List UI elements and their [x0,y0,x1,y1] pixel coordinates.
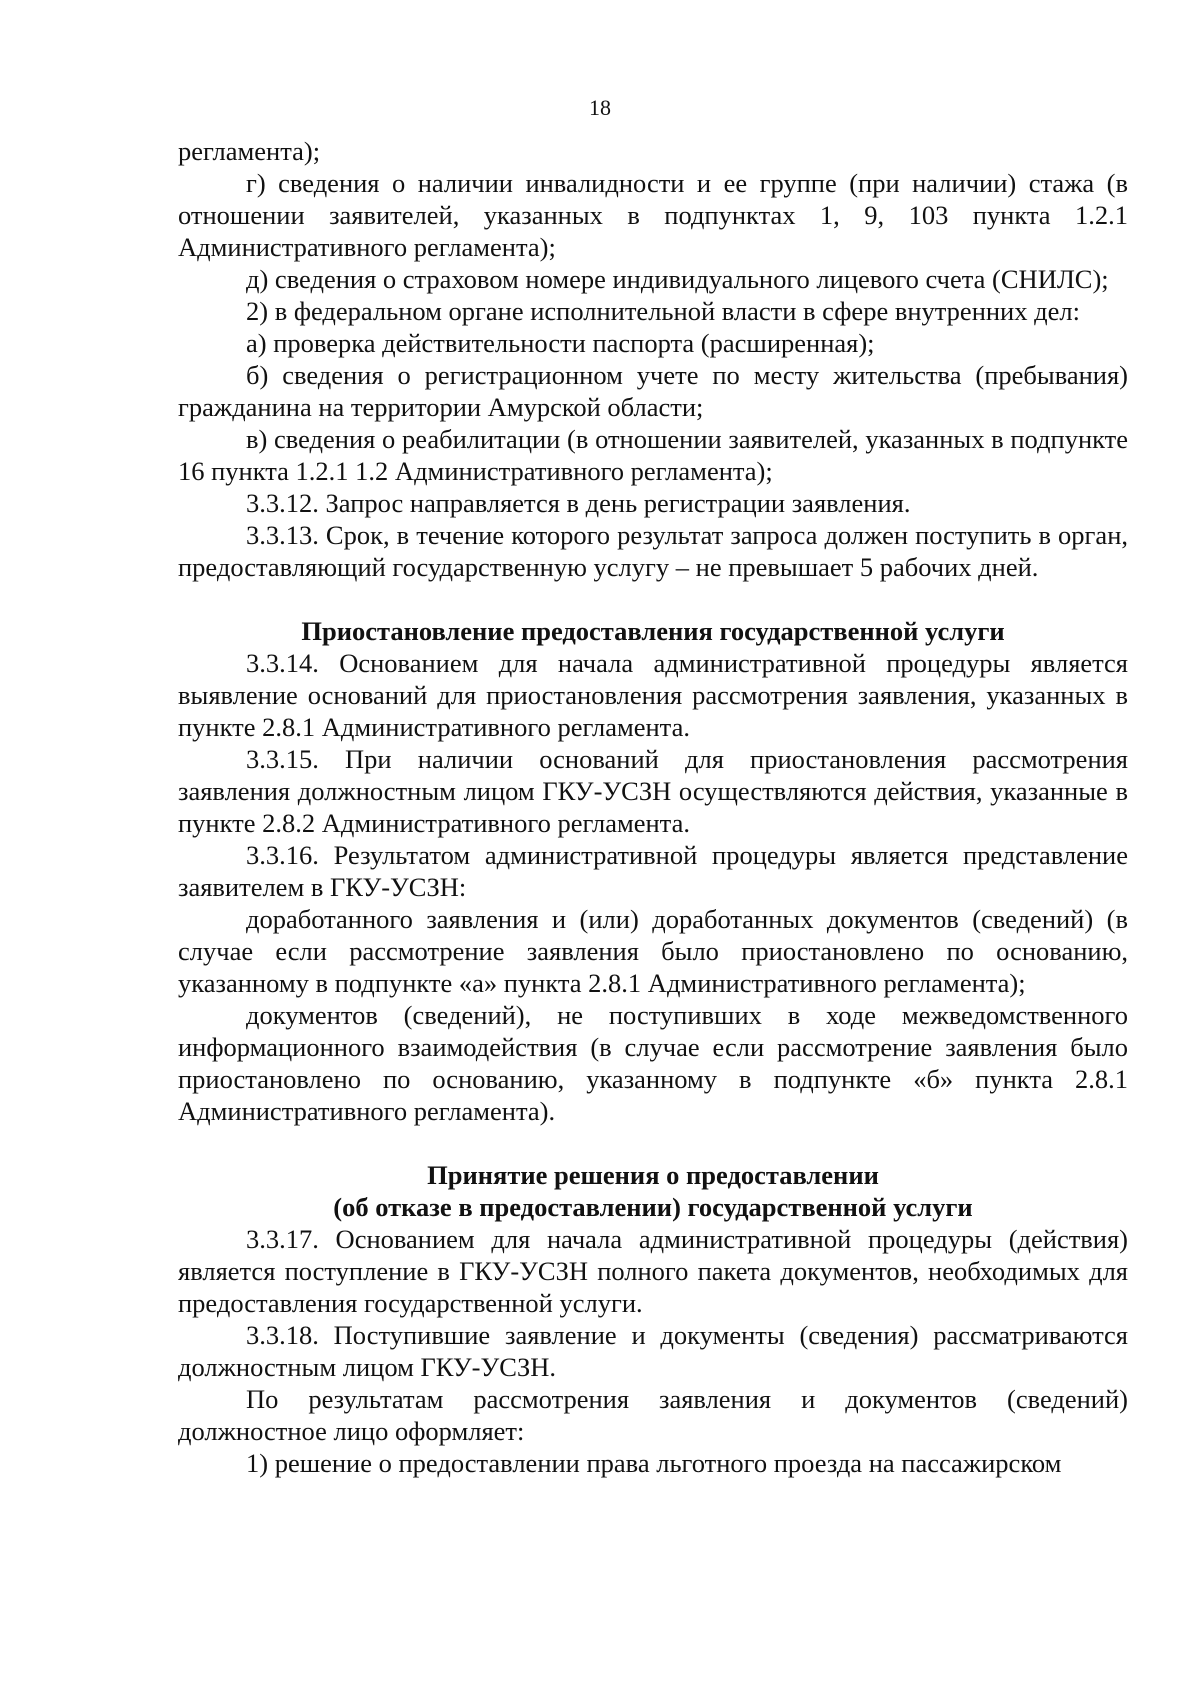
paragraph: 3.3.18. Поступившие заявление и документы (сведения) рассматриваются должностным лицом ГКУ-УСЗН. [178,1320,1128,1382]
paragraph: По результатам рассмотрения заявления и документов (сведений) должностное лицо оформляет: [178,1384,1128,1446]
paragraph: доработанного заявления и (или) доработанных документов (сведений) (в случае если рассмотрение заявления было приостановлено по основанию, указанному в подпункте «а» пункта 2.8.1 Административного регламента); [178,904,1128,998]
paragraph: 3.3.14. Основанием для начала административной процедуры является выявление оснований для приостановления рассмотрения заявления, указанных в пункте 2.8.1 Административного регламента. [178,648,1128,742]
paragraph: г) сведения о наличии инвалидности и ее группе (при наличии) стажа (в отношении заявителей, указанных в подпунктах 1, 9, 103 пункта 1.2.1 Административного регламента); [178,168,1128,262]
paragraph: 3.3.17. Основанием для начала административной процедуры (действия) является поступление в ГКУ-УСЗН полного пакета документов, необходимых для предоставления государственной услуги. [178,1224,1128,1318]
paragraph: 3.3.15. При наличии оснований для приостановления рассмотрения заявления должностным лицом ГКУ-УСЗН осуществляются действия, указанные в пункте 2.8.2 Административного регламента. [178,744,1128,838]
section-heading-suspension: Приостановление предоставления государственной услуги [301,616,1005,646]
section-heading-decision-line-1: Принятие решения о предоставлении [427,1160,879,1190]
paragraph: регламента); [178,136,321,166]
section-heading-decision-line-2: (об отказе в предоставлении) государственной услуги [333,1192,973,1222]
paragraph: 2) в федеральном органе исполнительной власти в сфере внутренних дел: [246,296,1080,326]
spacer [178,1127,1128,1159]
page-number: 18 [589,95,611,120]
paragraph: в) сведения о реабилитации (в отношении заявителей, указанных в подпункте 16 пункта 1.2.1 1.2 Административного регламента); [178,424,1128,486]
paragraph: документов (сведений), не поступивших в ходе межведомственного информационного взаимодействия (в случае если рассмотрение заявления было приостановлено по основанию, указанному в подпункте «б» пункта 2.8.1 Административного регламента). [178,1000,1128,1126]
paragraph: 3.3.12. Запрос направляется в день регистрации заявления. [246,488,911,518]
paragraph: 3.3.16. Результатом административной процедуры является представление заявителем в ГКУ-УСЗН: [178,840,1128,902]
paragraph: а) проверка действительности паспорта (расширенная); [246,328,875,358]
paragraph: 3.3.13. Срок, в течение которого результат запроса должен поступить в орган, предоставляющий государственную услугу – не превышает 5 рабочих дней. [178,520,1128,582]
paragraph: 1) решение о предоставлении права льготного проезда на пассажирском [246,1448,1062,1478]
document-body [178,135,1128,1479]
spacer [178,583,1128,615]
paragraph: б) сведения о регистрационном учете по месту жительства (пребывания) гражданина на территории Амурской области; [178,360,1128,422]
paragraph: д) сведения о страховом номере индивидуального лицевого счета (СНИЛС); [246,264,1109,294]
